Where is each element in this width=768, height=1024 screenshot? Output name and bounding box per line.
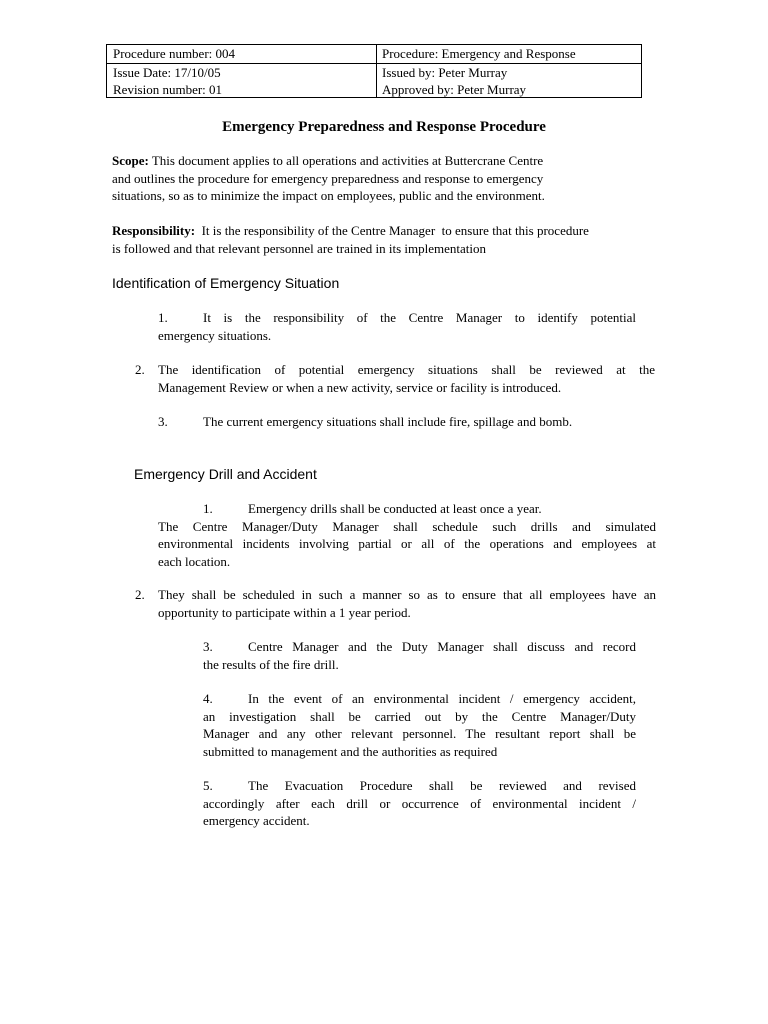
page-title: Emergency Preparedness and Response Procedure bbox=[222, 119, 546, 135]
procedure-number: Procedure number: 004 bbox=[113, 46, 236, 61]
list-item bbox=[203, 777, 636, 830]
scope-line: This document applies to all operations and activities at Buttercrane Centre bbox=[148, 153, 544, 168]
list-number: 1. bbox=[203, 501, 213, 516]
list-number: 5. bbox=[203, 778, 213, 793]
list-text: Emergency drills shall be conducted at least once a year. bbox=[248, 501, 542, 516]
list-item bbox=[158, 309, 636, 344]
list-text: The current emergency situations shall include fire, spillage and bomb. bbox=[203, 414, 573, 429]
list-text: The identification of potential emergency situations shall be reviewed at the bbox=[158, 362, 655, 377]
list-item bbox=[158, 413, 638, 431]
list-text: submitted to management and the authorities as required bbox=[203, 743, 498, 759]
issue-date: Issue Date: 17/10/05 bbox=[113, 65, 221, 80]
list-item bbox=[158, 500, 656, 570]
responsibility-line: is followed and that relevant personnel are trained in its implementation bbox=[112, 240, 486, 256]
list-number: 2. bbox=[135, 587, 145, 602]
issued-by: Issued by: Peter Murray bbox=[382, 65, 508, 80]
list-text: In the event of an environmental incident / emergency accident, bbox=[248, 691, 636, 706]
list-text: emergency situations. bbox=[158, 327, 272, 343]
procedure-name: Procedure: Emergency and Response bbox=[382, 46, 576, 61]
responsibility-label: Responsibility: bbox=[112, 223, 196, 238]
scope-line: and outlines the procedure for emergency preparedness and response to emergency bbox=[112, 170, 544, 186]
approved-by: Approved by: Peter Murray bbox=[382, 82, 527, 97]
scope-paragraph bbox=[112, 152, 652, 205]
list-number: 3. bbox=[203, 639, 213, 654]
list-text: an investigation shall be carried out by the Centre Manager/Duty bbox=[203, 708, 636, 724]
list-number: 4. bbox=[203, 691, 213, 706]
list-number: 1. bbox=[158, 310, 168, 325]
list-text: The Centre Manager/Duty Manager shall schedule such drills and simulated bbox=[158, 518, 656, 534]
scope-label: Scope: bbox=[112, 153, 149, 168]
list-item bbox=[203, 690, 636, 760]
list-number: 3. bbox=[158, 414, 168, 429]
list-item bbox=[203, 638, 636, 673]
list-text: Manager and any other relevant personnel. The resultant report shall be bbox=[203, 726, 636, 741]
section-heading-identification: Identification of Emergency Situation bbox=[112, 275, 340, 291]
list-text: the results of the fire drill. bbox=[203, 656, 339, 672]
list-text: Management Review or when a new activity, service or facility is introduced. bbox=[158, 379, 562, 395]
section-heading-drill: Emergency Drill and Accident bbox=[134, 466, 317, 482]
revision-number: Revision number: 01 bbox=[113, 82, 223, 97]
list-text: accordingly after each drill or occurrence of environmental incident / bbox=[203, 795, 636, 811]
list-text: They shall be scheduled in such a manner so as to ensure that all employees have an bbox=[158, 587, 656, 602]
list-text: Centre Manager and the Duty Manager shall discuss and record bbox=[248, 639, 636, 654]
list-number: 2. bbox=[135, 362, 145, 377]
list-text: each location. bbox=[158, 553, 231, 569]
scope-line: situations, so as to minimize the impact on employees, public and the environment. bbox=[112, 188, 545, 203]
responsibility-line: It is the responsibility of the Centre Manager to ensure that this procedure bbox=[195, 223, 589, 238]
list-text: opportunity to participate within a 1 year period. bbox=[158, 604, 411, 620]
list-text: environmental incidents involving partial or all of the operations and employees at bbox=[158, 536, 656, 551]
list-text: emergency accident. bbox=[203, 813, 310, 828]
list-item bbox=[135, 361, 655, 396]
table-divider-vertical bbox=[376, 45, 377, 97]
list-item bbox=[135, 586, 656, 621]
list-text: It is the responsibility of the Centre Manager to identify potential bbox=[203, 310, 636, 325]
list-text: The Evacuation Procedure shall be reviewed and revised bbox=[248, 778, 636, 793]
procedure-header-table bbox=[106, 44, 642, 98]
responsibility-paragraph bbox=[112, 222, 657, 257]
